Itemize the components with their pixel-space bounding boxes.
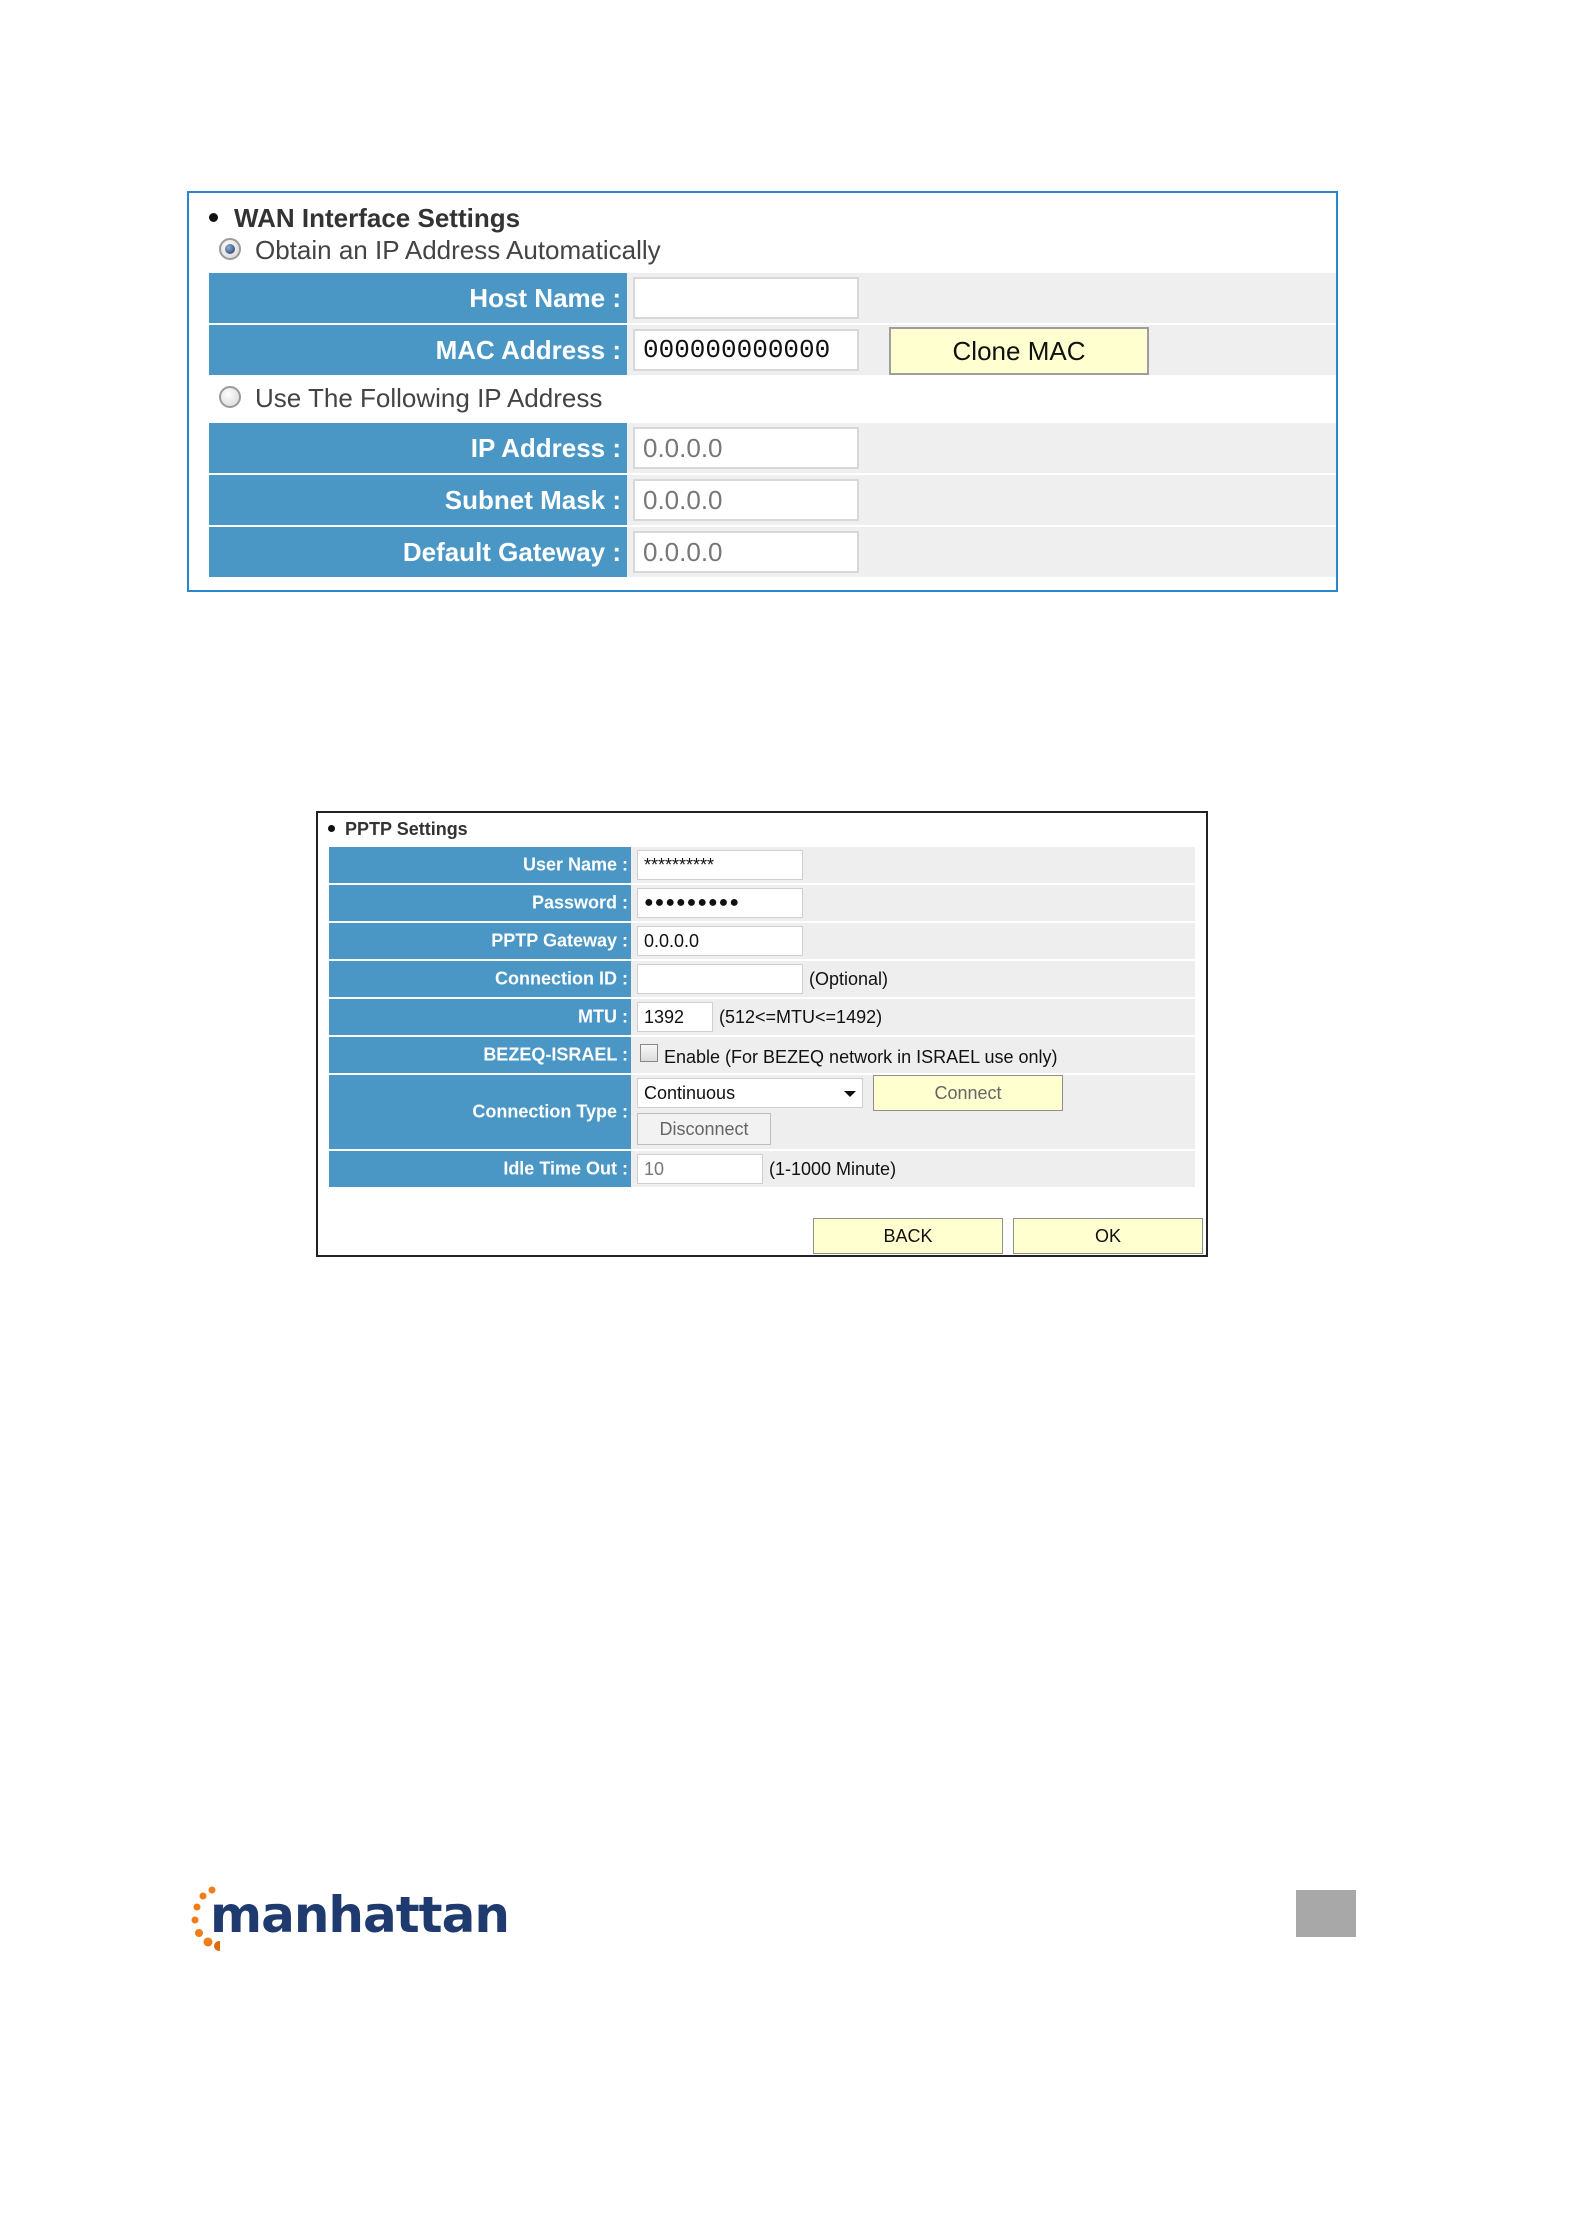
mtu-note: (512<=MTU<=1492) [719,1007,883,1027]
manhattan-logo [190,1880,509,1960]
connect-button[interactable]: Connect [873,1075,1063,1111]
ip-address-label: IP Address : [209,423,627,473]
idle-time-out-label: Idle Time Out : [329,1151,631,1187]
pptp-title-text: PPTP Settings [345,819,468,839]
default-gateway-input[interactable]: 0.0.0.0 [633,531,859,573]
pptp-settings-panel [316,811,1208,1257]
pptp-gateway-label: PPTP Gateway : [329,923,631,959]
radio-use-following-ip[interactable] [219,383,602,414]
back-button[interactable]: BACK [813,1218,1003,1254]
subnet-mask-label: Subnet Mask : [209,475,627,525]
radio-button-checked-icon[interactable] [219,238,241,260]
logo-wordmark: manhattan [210,1886,509,1944]
bezeq-israel-row [329,1037,1195,1073]
connection-type-label: Connection Type : [329,1075,631,1149]
radio-static-label: Use The Following IP Address [255,383,603,413]
clone-mac-button[interactable]: Clone MAC [889,327,1149,375]
connection-id-input[interactable] [637,964,803,994]
bezeq-enable-note: Enable (For BEZEQ network in ISRAEL use only) [664,1047,1058,1067]
connection-id-label: Connection ID : [329,961,631,997]
mac-address-input[interactable]: 000000000000 [633,329,859,371]
default-gateway-row [209,527,1336,577]
chevron-down-icon [844,1091,856,1097]
password-input[interactable]: ●●●●●●●●● [637,888,803,918]
pptp-section-title [328,819,468,840]
bezeq-israel-label: BEZEQ-ISRAEL : [329,1037,631,1073]
ip-address-input[interactable]: 0.0.0.0 [633,427,859,469]
host-name-label: Host Name : [209,273,627,323]
mtu-row [329,999,1195,1035]
pptp-gateway-row [329,923,1195,959]
password-label: Password : [329,885,631,921]
user-name-label: User Name : [329,847,631,883]
radio-button-unchecked-icon[interactable] [219,386,241,408]
connection-id-note: (Optional) [809,969,889,989]
wan-interface-panel [187,191,1338,592]
idle-time-out-input[interactable]: 10 [637,1154,763,1184]
bullet-icon [328,825,335,832]
connection-type-select[interactable] [637,1078,863,1108]
bezeq-enable-checkbox[interactable] [640,1044,658,1062]
default-gateway-label: Default Gateway : [209,527,627,577]
subnet-mask-row [209,475,1336,525]
mac-address-label: MAC Address : [209,325,627,375]
radio-auto-label: Obtain an IP Address Automatically [255,235,661,265]
user-name-row [329,847,1195,883]
disconnect-button[interactable]: Disconnect [637,1113,771,1145]
user-name-input[interactable]: ********** [637,850,803,880]
connection-type-value: Continuous [644,1083,736,1103]
radio-obtain-automatically[interactable] [219,235,661,266]
ok-button[interactable]: OK [1013,1218,1203,1254]
password-row [329,885,1195,921]
connection-type-row [329,1075,1195,1149]
bullet-icon [209,213,218,222]
subnet-mask-input[interactable]: 0.0.0.0 [633,479,859,521]
mtu-input[interactable]: 1392 [637,1002,713,1032]
idle-time-out-row [329,1151,1195,1187]
wan-section-title [209,203,520,234]
ip-address-row [209,423,1336,473]
page-number-box [1296,1890,1356,1937]
connection-id-row [329,961,1195,997]
mtu-label: MTU : [329,999,631,1035]
host-name-input[interactable] [633,277,859,319]
wan-title-text: WAN Interface Settings [234,203,521,233]
idle-time-out-note: (1-1000 Minute) [769,1159,897,1179]
host-name-row [209,273,1336,323]
pptp-gateway-input[interactable]: 0.0.0.0 [637,926,803,956]
mac-address-row [209,325,1336,375]
